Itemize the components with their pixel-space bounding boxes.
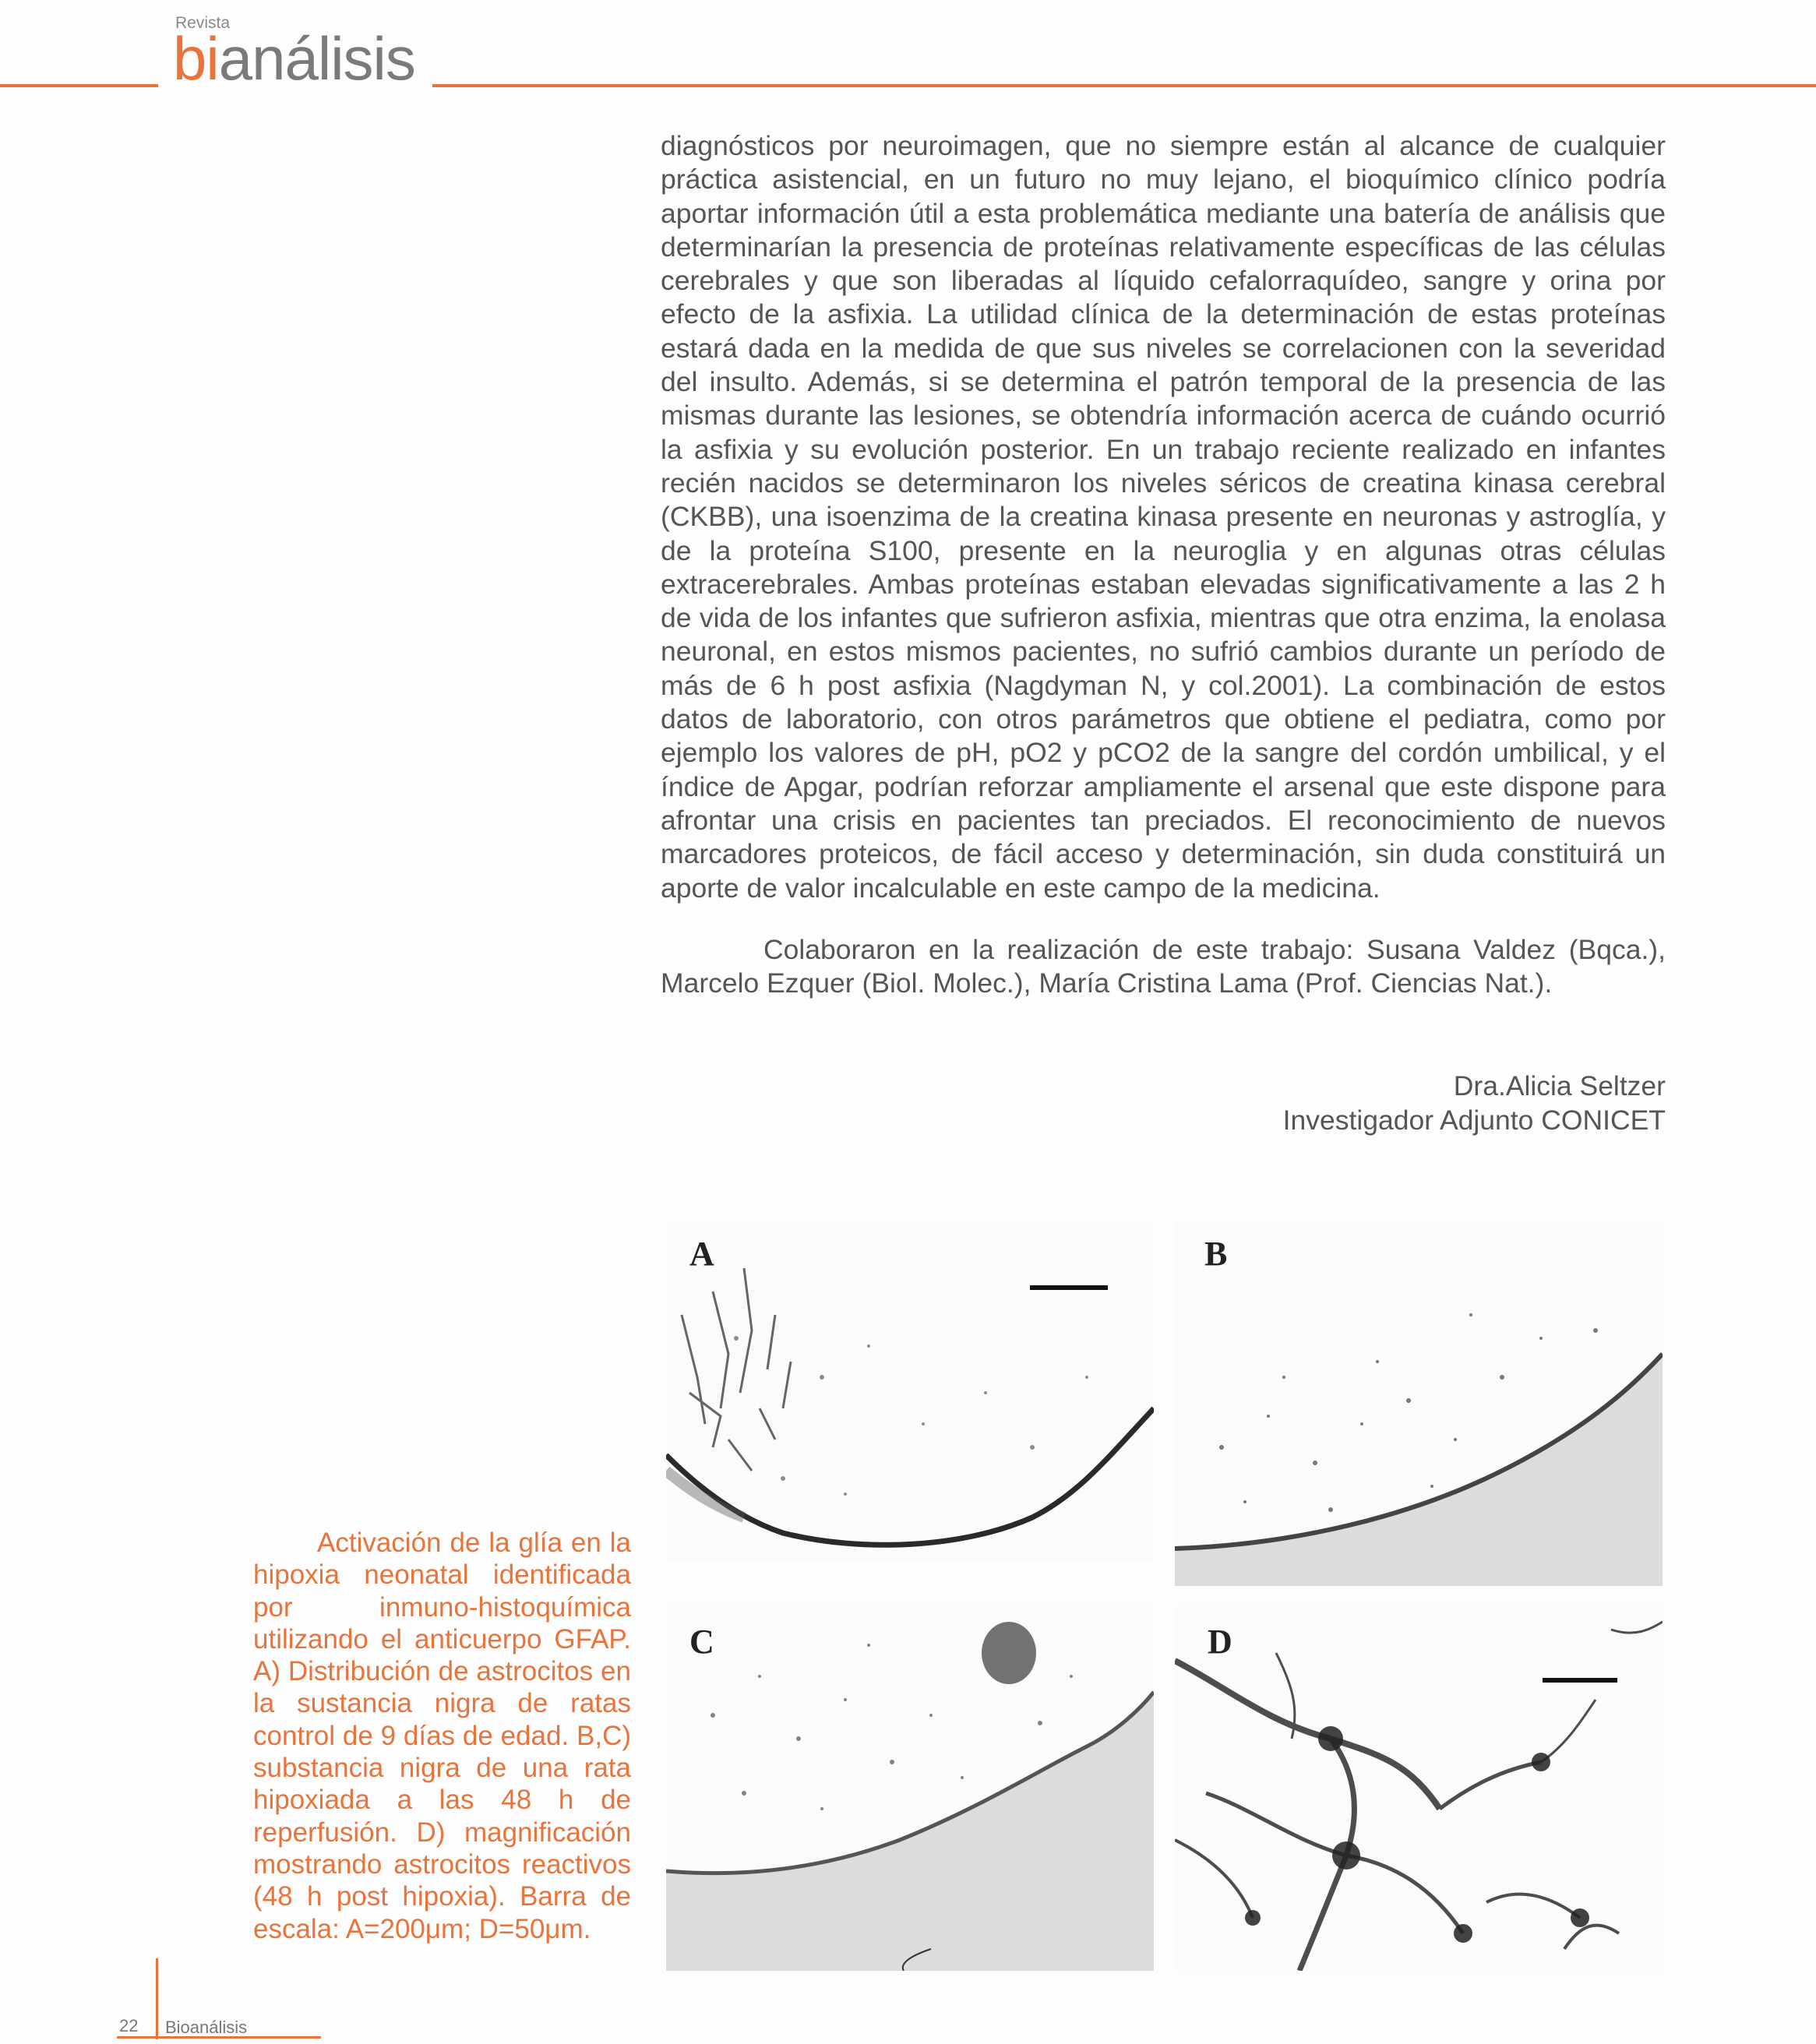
logo-text: análisis (218, 24, 415, 93)
masthead-logo (173, 24, 415, 93)
panel-b-label: B (1204, 1235, 1228, 1273)
footer-publication: Bioanálisis (165, 2018, 248, 2037)
figure-panel-c (666, 1606, 1154, 1971)
article-body (661, 129, 1666, 905)
figure-caption: Activación de la glía en la hipoxia neonatal identificada por inmuno-histoquímica utilizando el anticuerpo GFAP. A) Distribución de astrocitos en la sustancia nigra de ratas control de 9 días de edad. B,C) substancia nigra de una rata hipoxiada a las 48 h de reperfusión. D) magnificación mostrando astrocitos reactivos (48 h post hipoxia). Barra de escala: A=200μm; D=50μm. (253, 1528, 631, 1944)
panel-d-image (1175, 1606, 1663, 1971)
author-name: Dra.Alicia Seltzer (1453, 1070, 1666, 1101)
author-signature (1283, 1069, 1666, 1137)
panel-b-image (1175, 1221, 1663, 1586)
panel-c-label: C (689, 1623, 714, 1661)
page-number: 22 (119, 2016, 139, 2035)
footer-vertical-rule (156, 1958, 158, 2039)
header-rule-left (0, 84, 158, 87)
figure-panel-d (1175, 1606, 1663, 1971)
article-paragraph: diagnósticos por neuroimagen, que no siempre están al alcance de cualquier práctica asistencial, en un futuro no muy lejano, el bioquímico clínico podría aportar información útil a esta problemática mediante una batería de análisis que determinarían la presencia de proteínas relativamente específicas de las células cerebrales y que son liberadas al líquido cefalorraquídeo, sangre y orina por efecto de la asfixia. La utilidad clínica de la determinación de estas proteínas estará dada en la medida de que sus niveles se correlacionen con la severidad del insulto. Además, si se determina el patrón temporal de la presencia de las mismas durante las lesiones, se obtendría información acerca de cuándo ocurrió la asfixia y su evolución posterior. En un trabajo reciente realizado en infantes recién nacidos se determinaron los niveles séricos de creatina kinasa cerebral (CKBB), una isoenzima de la creatina kinasa presente en neuronas y astroglía, y de la proteína S100, presente en la neuroglia y en algunas otras células extracerebrales. Ambas proteínas estaban elevadas significativamente a las 2 h de vida de los infantes que sufrieron asfixia, mientras que otra enzima, la enolasa neuronal, en estos mismos pacientes, no sufrió cambios durante un período de más de 6 h post asfixia (Nagdyman N, y col.2001). La combinación de estos datos de laboratorio, con otros parámetros que obtiene el pediatra, como por ejemplo los valores de pH, pO2 y pCO2 de la sangre del cordón umbilical, y el índice de Apgar, podrían reforzar ampliamente el arsenal que este dispone para afrontar una crisis en pacientes tan preciados. El reconocimiento de nuevos marcadores proteicos, de fácil acceso y determinación, sin duda constituirá un aporte de valor incalculable en este campo de la medicina. (661, 130, 1666, 904)
panel-a-image (666, 1221, 1154, 1561)
panel-d-label: D (1208, 1623, 1232, 1661)
figure-panel-b (1175, 1221, 1663, 1586)
logo-letter-b: b (173, 24, 206, 93)
masthead-revista: Revista (175, 14, 231, 32)
logo-letter-i: i (206, 24, 219, 93)
panel-a-label: A (689, 1235, 714, 1273)
panel-c-image (666, 1606, 1154, 1971)
author-title: Investigador Adjunto CONICET (1282, 1105, 1666, 1136)
figure-panel-a (666, 1221, 1154, 1561)
acknowledgements: Colaboraron en la realización de este trabajo: Susana Valdez (Bqca.), Marcelo Ezquer (Biol. Molec.), María Cristina Lama (Prof. Ciencias Nat.). (661, 934, 1666, 999)
header-rule-right (432, 84, 1816, 87)
